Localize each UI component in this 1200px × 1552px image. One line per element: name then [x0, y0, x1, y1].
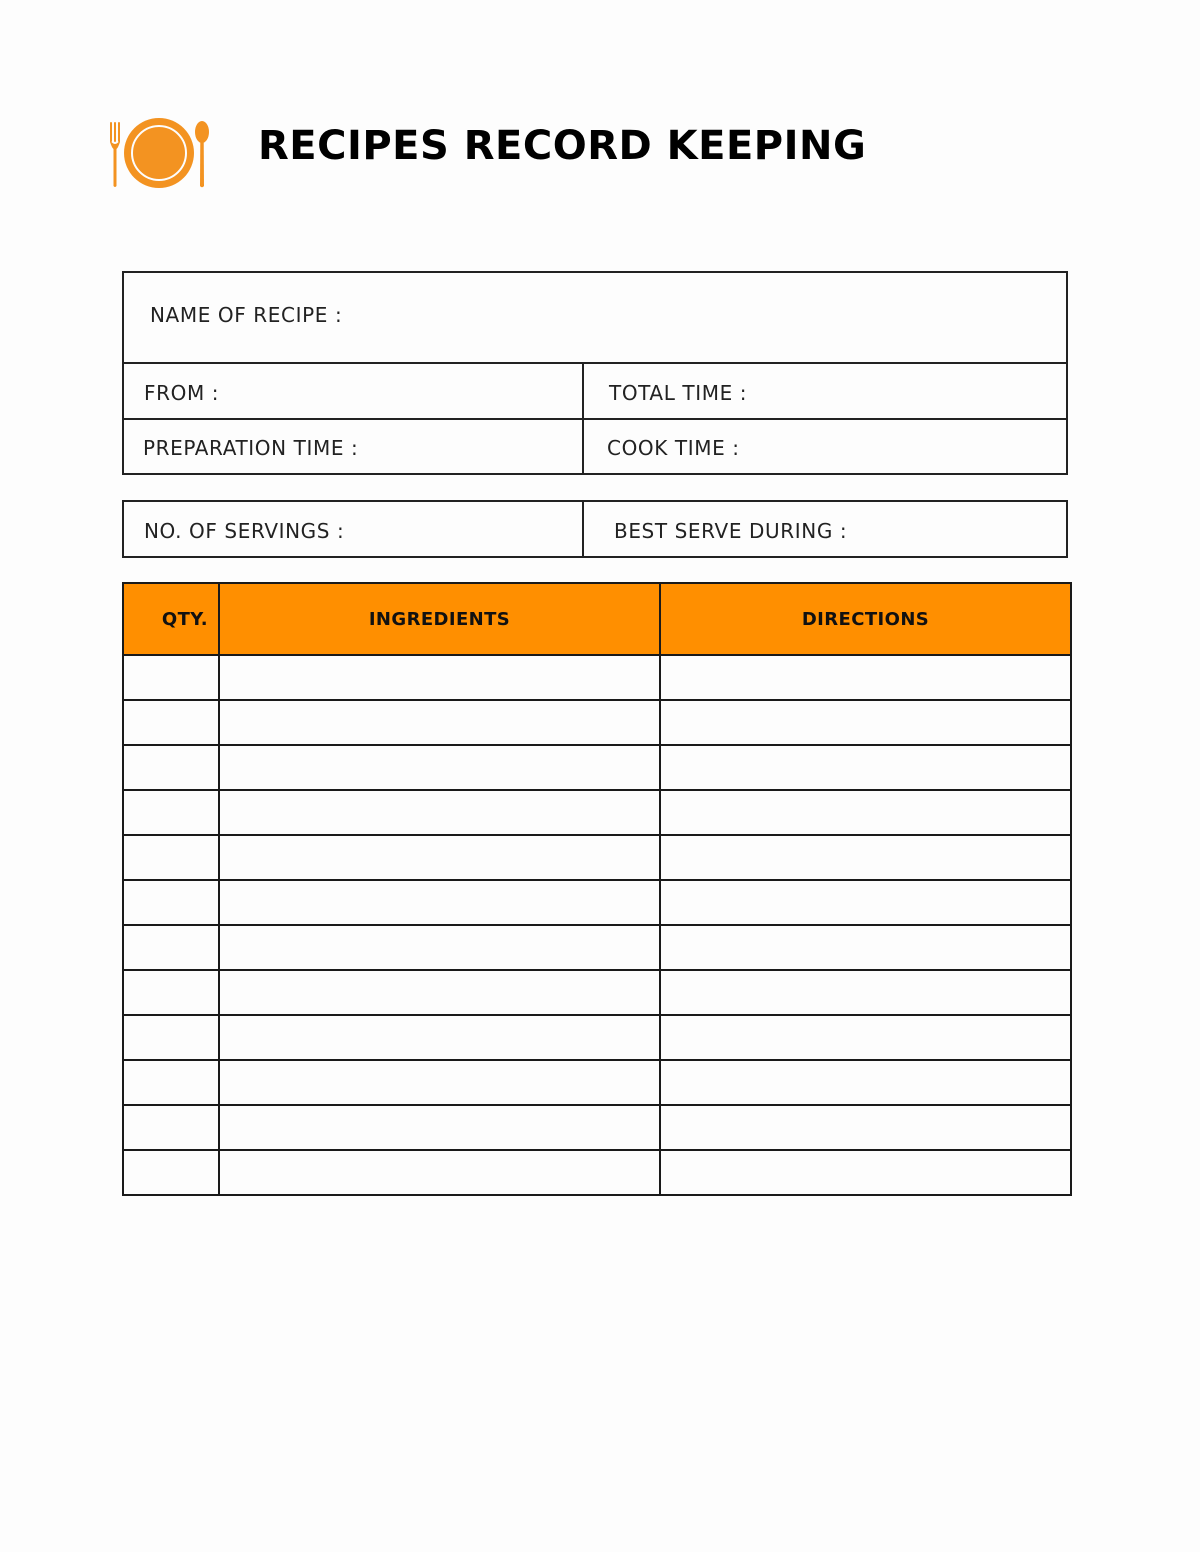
table-row — [123, 1105, 1071, 1150]
qty-cell[interactable] — [123, 1150, 219, 1195]
ingredient-cell[interactable] — [219, 745, 660, 790]
ingredient-cell[interactable] — [219, 700, 660, 745]
qty-cell[interactable] — [123, 745, 219, 790]
table-row — [123, 700, 1071, 745]
qty-cell[interactable] — [123, 925, 219, 970]
direction-cell[interactable] — [660, 1060, 1071, 1105]
qty-cell[interactable] — [123, 835, 219, 880]
qty-cell[interactable] — [123, 655, 219, 700]
ingredient-cell[interactable] — [219, 1105, 660, 1150]
table-row — [123, 745, 1071, 790]
ingredient-cell[interactable] — [219, 1015, 660, 1060]
preparation-time-field[interactable]: PREPARATION TIME : — [143, 436, 359, 460]
qty-cell[interactable] — [123, 880, 219, 925]
best-serve-during-field[interactable]: BEST SERVE DURING : — [614, 519, 848, 543]
from-field[interactable]: FROM : — [144, 381, 220, 405]
table-header-row — [123, 583, 1071, 655]
table-row — [123, 1060, 1071, 1105]
direction-cell[interactable] — [660, 835, 1071, 880]
direction-cell[interactable] — [660, 880, 1071, 925]
ingredient-cell[interactable] — [219, 925, 660, 970]
qty-cell[interactable] — [123, 790, 219, 835]
divider — [124, 418, 1066, 420]
qty-cell[interactable] — [123, 1015, 219, 1060]
recipe-details-box — [122, 271, 1068, 475]
divider — [124, 362, 1066, 364]
table-row — [123, 880, 1071, 925]
divider — [582, 502, 584, 556]
ingredient-cell[interactable] — [219, 835, 660, 880]
direction-cell[interactable] — [660, 1015, 1071, 1060]
servings-box — [122, 500, 1068, 558]
qty-column-header: QTY. — [123, 583, 219, 655]
table-row — [123, 1150, 1071, 1195]
name-of-recipe-field[interactable]: NAME OF RECIPE : — [150, 303, 343, 327]
ingredient-cell[interactable] — [219, 790, 660, 835]
table-row — [123, 790, 1071, 835]
plate-fork-spoon-icon — [108, 118, 212, 190]
directions-column-header: DIRECTIONS — [660, 583, 1071, 655]
divider — [582, 364, 584, 473]
no-of-servings-field[interactable]: NO. OF SERVINGS : — [144, 519, 345, 543]
ingredients-column-header: INGREDIENTS — [219, 583, 660, 655]
cook-time-field[interactable]: COOK TIME : — [607, 436, 740, 460]
direction-cell[interactable] — [660, 790, 1071, 835]
qty-cell[interactable] — [123, 1105, 219, 1150]
direction-cell[interactable] — [660, 655, 1071, 700]
table-row — [123, 1015, 1071, 1060]
direction-cell[interactable] — [660, 1150, 1071, 1195]
qty-cell[interactable] — [123, 970, 219, 1015]
ingredient-cell[interactable] — [219, 655, 660, 700]
direction-cell[interactable] — [660, 745, 1071, 790]
table-row — [123, 835, 1071, 880]
ingredient-cell[interactable] — [219, 880, 660, 925]
ingredient-cell[interactable] — [219, 1060, 660, 1105]
direction-cell[interactable] — [660, 970, 1071, 1015]
ingredient-cell[interactable] — [219, 1150, 660, 1195]
table-row — [123, 970, 1071, 1015]
qty-cell[interactable] — [123, 700, 219, 745]
total-time-field[interactable]: TOTAL TIME : — [609, 381, 748, 405]
qty-cell[interactable] — [123, 1060, 219, 1105]
ingredients-table — [122, 582, 1072, 1196]
ingredient-cell[interactable] — [219, 970, 660, 1015]
direction-cell[interactable] — [660, 700, 1071, 745]
page-title: RECIPES RECORD KEEPING — [258, 123, 867, 169]
direction-cell[interactable] — [660, 1105, 1071, 1150]
table-row — [123, 655, 1071, 700]
direction-cell[interactable] — [660, 925, 1071, 970]
table-row — [123, 925, 1071, 970]
